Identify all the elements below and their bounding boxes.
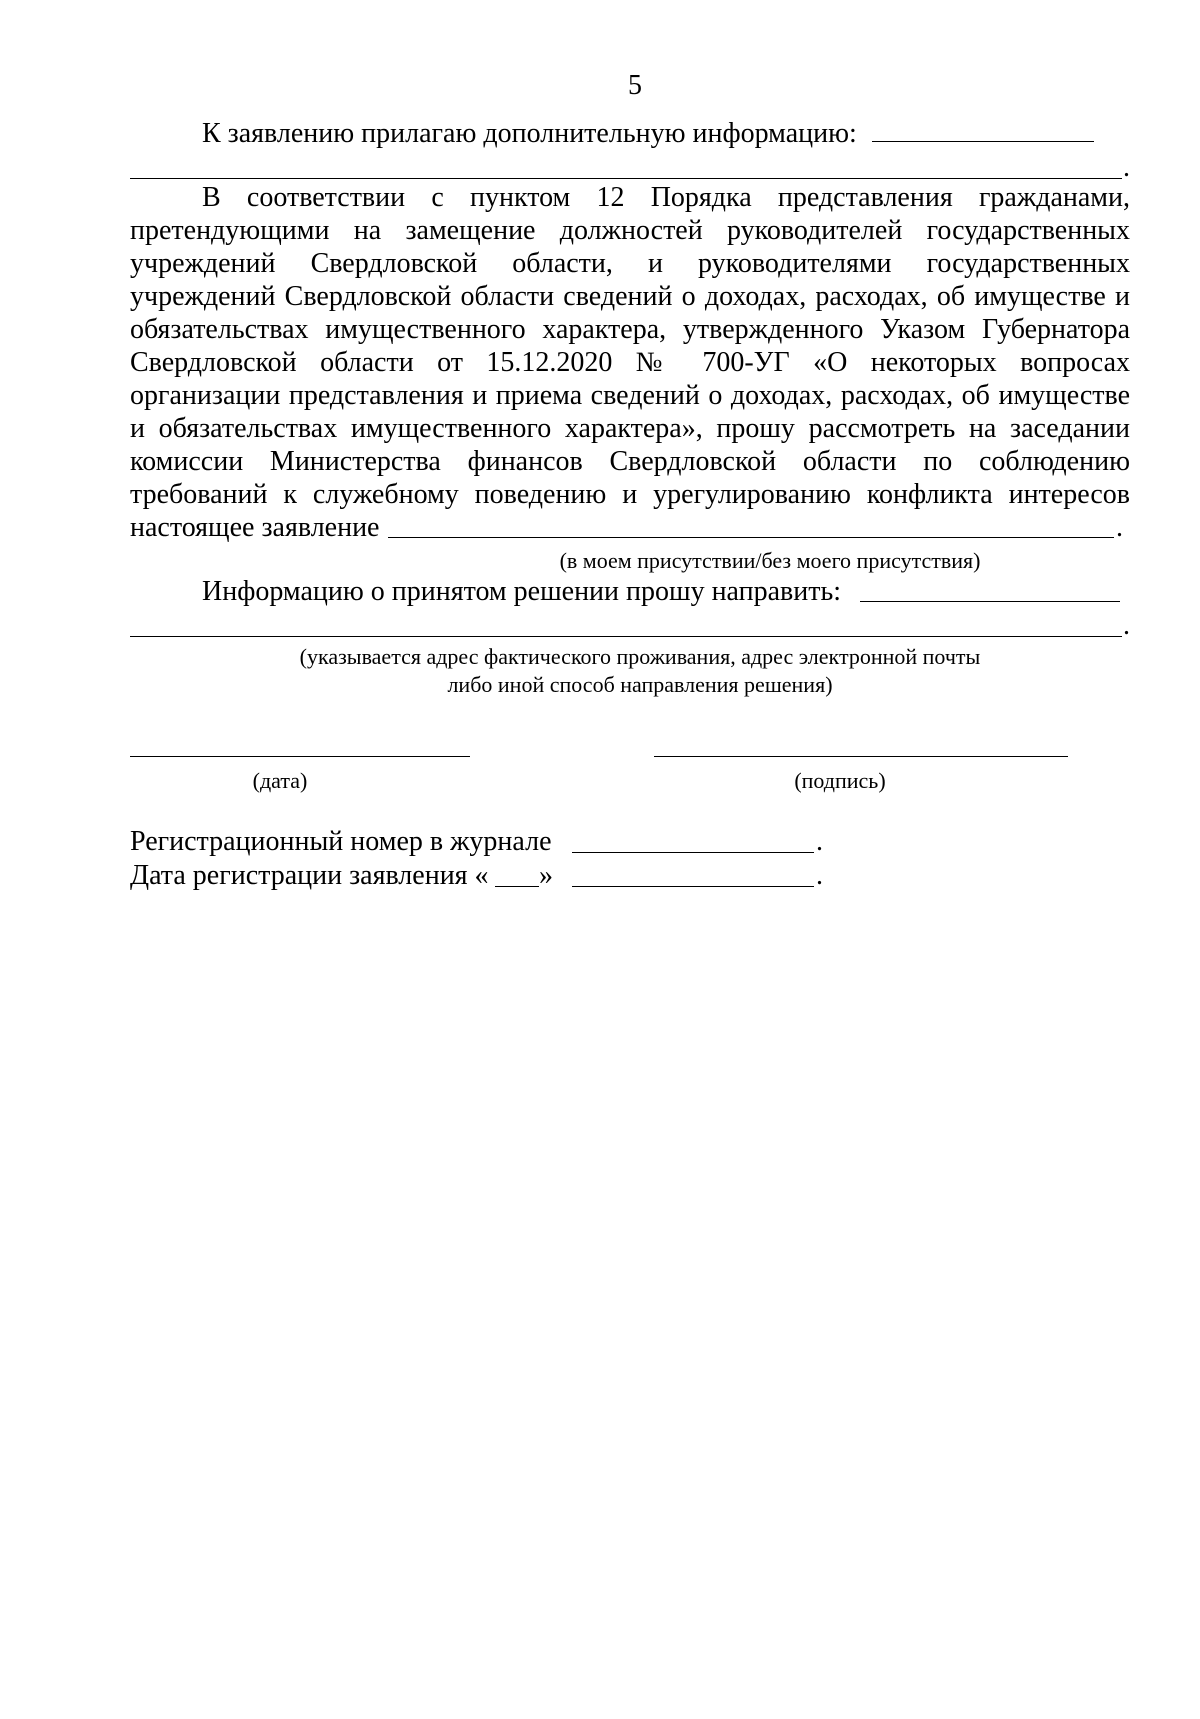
date-caption: (дата) [252, 768, 308, 793]
paragraph-line-6: Свердловской области от 15.12.2020 № 700-УГ «О некоторых вопросах [130, 347, 1130, 378]
paragraph-line-1: В соответствии с пунктом 12 Порядка представления гражданами, [202, 182, 1130, 213]
presence-blank[interactable] [388, 537, 1114, 538]
attach-info-line [202, 118, 1200, 150]
signature-caption: (подпись) [794, 768, 886, 793]
decision-info-line [202, 576, 1200, 608]
address-caption-line-2: либо иной способ направления решения) [447, 672, 833, 697]
decision-info-blank[interactable] [860, 601, 1120, 602]
paragraph-line-9: комиссии Министерства финансов Свердловской области по соблюдению [130, 446, 1130, 477]
attach-info-label: К заявлению прилагаю дополнительную информацию: [202, 118, 857, 149]
presence-caption: (в моем присутствии/без моего присутствия) [559, 548, 981, 573]
paragraph-line-7: организации представления и приема сведений о доходах, расходах, об имуществе [130, 380, 1130, 411]
decision-info-end-mark: . [1123, 610, 1130, 641]
paragraph-last-line-text: настоящее заявление [130, 512, 380, 543]
paragraph-line-10: требований к служебному поведению и урегулированию конфликта интересов [130, 479, 1130, 510]
registration-number-label: Регистрационный номер в журнале [130, 826, 552, 857]
signature-blank[interactable] [654, 756, 1068, 757]
page-number: 5 [628, 70, 642, 101]
address-caption-line-1: (указывается адрес фактического проживания, адрес электронной почты [299, 644, 981, 669]
registration-date-end-mark: . [816, 860, 823, 891]
attach-info-blank[interactable] [872, 119, 1094, 142]
decision-info-continuation-blank[interactable] [130, 636, 1122, 637]
registration-number-end-mark: . [816, 826, 823, 857]
paragraph-end-mark: . [1116, 512, 1123, 543]
paragraph-line-2: претендующими на замещение должностей руководителей государственных [130, 215, 1130, 246]
registration-date-line [130, 860, 1130, 892]
paragraph-line-3: учреждений Свердловской области, и руководителями государственных [130, 248, 1130, 279]
registration-date-mid: » [539, 860, 553, 891]
paragraph-line-4: учреждений Свердловской области сведений о доходах, расходах, об имуществе и [130, 281, 1130, 312]
paragraph-line-8: и обязательствах имущественного характера», прошу рассмотреть на заседании [130, 413, 1130, 444]
attach-info-continuation-blank[interactable] [130, 178, 1122, 179]
paragraph-line-5: обязательствах имущественного характера, утвержденного Указом Губернатора [130, 314, 1130, 345]
registration-date-blank[interactable] [572, 886, 814, 887]
registration-number-line [130, 826, 1130, 858]
paragraph-last-line [130, 512, 1130, 544]
registration-number-blank[interactable] [572, 852, 814, 853]
decision-info-label: Информацию о принятом решении прошу направить: [202, 576, 842, 607]
registration-date-label: Дата регистрации заявления « [130, 860, 489, 891]
date-blank[interactable] [130, 756, 470, 757]
registration-day-blank[interactable] [495, 886, 539, 887]
attach-info-end-mark: . [1123, 152, 1130, 183]
